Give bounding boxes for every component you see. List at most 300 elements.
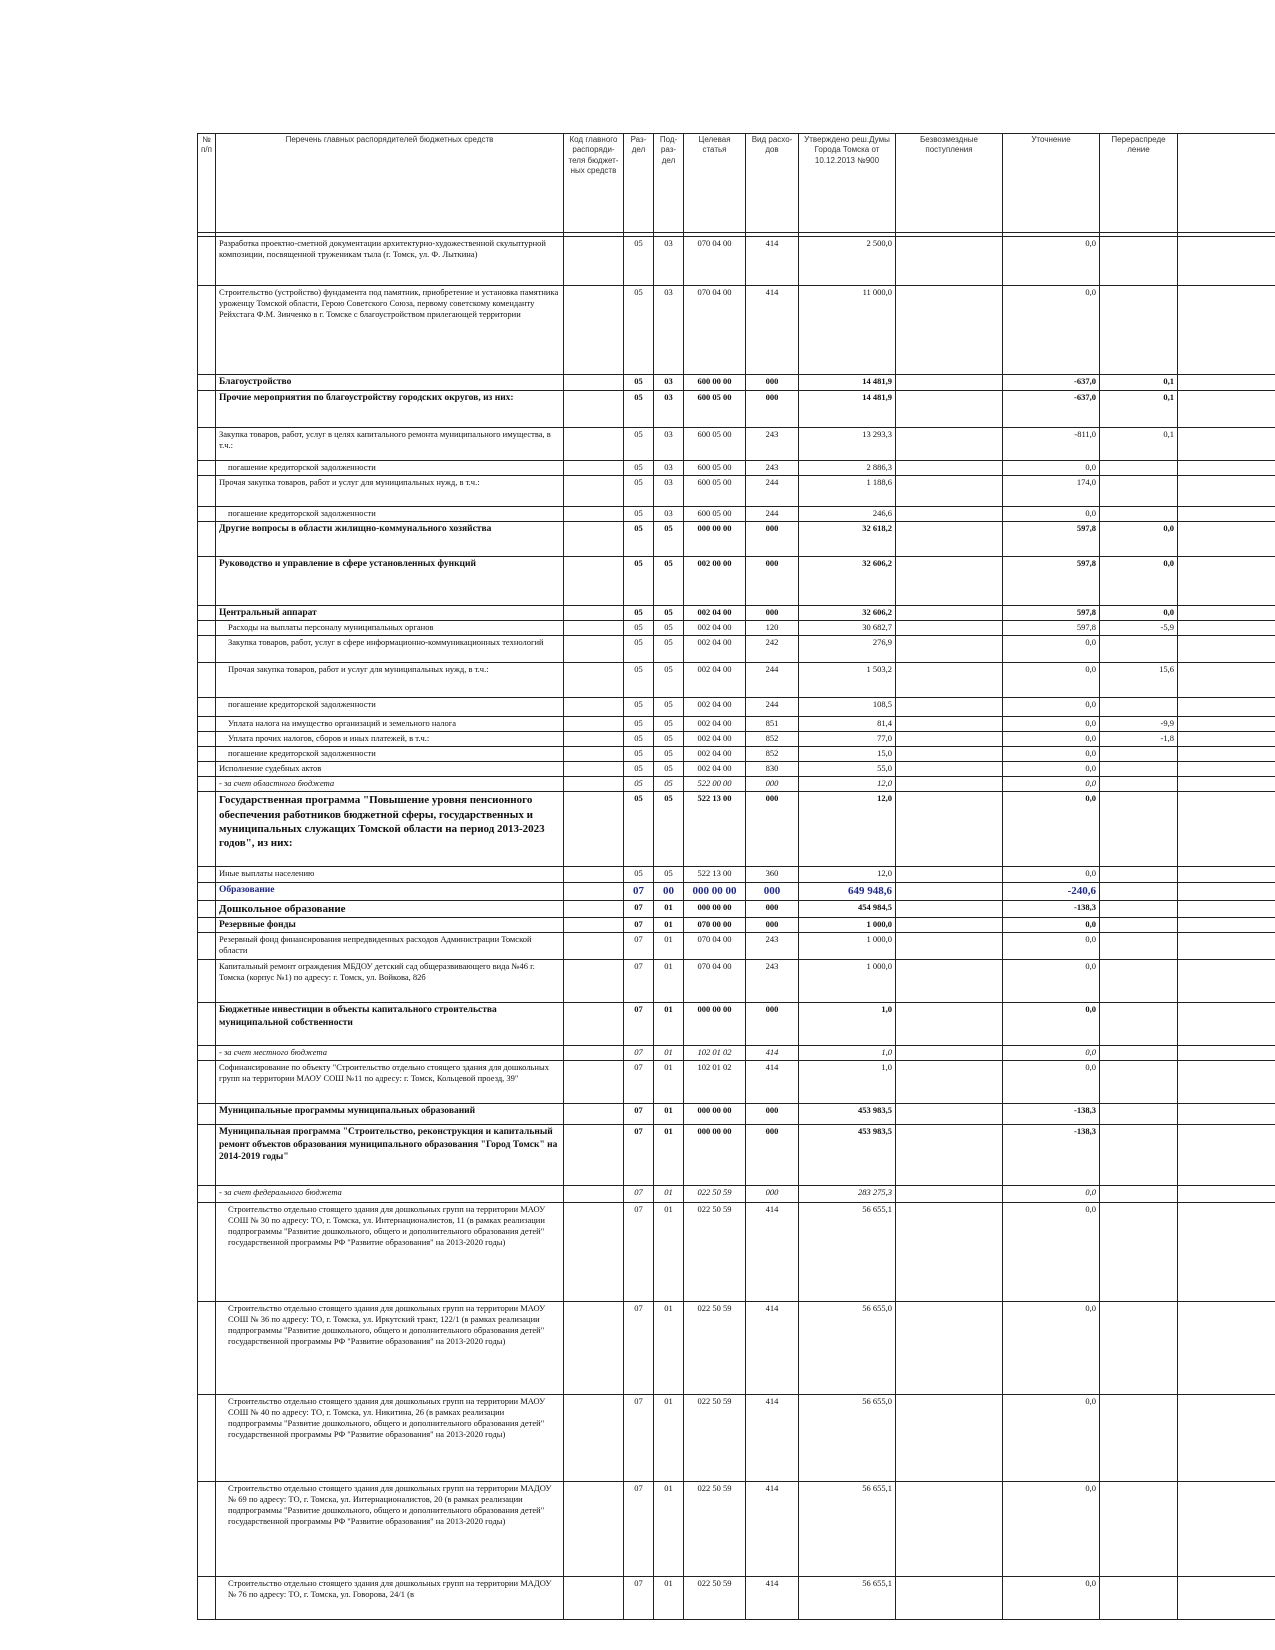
cell-name: Резервный фонд финансирования непредвиденных расходов Администрации Томской области [216, 933, 564, 960]
cell-no [198, 1395, 216, 1482]
cell-razd: 07 [624, 960, 654, 1003]
cell-razd: 05 [624, 507, 654, 522]
cell-utoch: 0,0 [1003, 461, 1100, 476]
cell-bez [896, 286, 1003, 375]
cell-razd: 07 [624, 1577, 654, 1620]
cell-perer: -1,8 [1100, 732, 1178, 747]
cell-perer [1100, 461, 1178, 476]
cell-no [198, 1104, 216, 1125]
table-row [198, 917, 1275, 932]
cell-utoch: 0,0 [1003, 762, 1100, 777]
table-row [198, 777, 1275, 792]
cell-bez [896, 391, 1003, 428]
header-row [198, 134, 1275, 233]
cell-podr: 01 [654, 1203, 684, 1302]
cell-podr: 05 [654, 792, 684, 867]
header-cell: Утверждено реш.Думы Города Томска от 10.12.2013 №900 [799, 134, 896, 233]
cell-bez [896, 636, 1003, 663]
cell-razd: 05 [624, 867, 654, 883]
cell-vr: 242 [746, 636, 799, 663]
table-row [198, 557, 1275, 606]
cell-utv: 32 618,2 [799, 522, 896, 557]
cell-razd: 05 [624, 663, 654, 698]
cell-vr: 000 [746, 606, 799, 621]
cell-razd: 07 [624, 1125, 654, 1186]
cell-podr: 03 [654, 428, 684, 461]
cell-no [198, 1302, 216, 1395]
cell-utoch: 0,0 [1003, 747, 1100, 762]
cell-no [198, 636, 216, 663]
cell-cs: 000 00 00 [684, 1125, 746, 1186]
cell-utoch: 0,0 [1003, 867, 1100, 883]
cell-perer: 0,1 [1100, 428, 1178, 461]
cell-razd: 07 [624, 900, 654, 917]
cell-utoch: 0,0 [1003, 1302, 1100, 1395]
cell-podr: 01 [654, 1577, 684, 1620]
table-row [198, 960, 1275, 1003]
cell-podr: 05 [654, 621, 684, 636]
header-cell: Перечень главных распорядителей бюджетных средств [216, 134, 564, 233]
cell-name: погашение кредиторской задолженности [216, 747, 564, 762]
cell-utv: 55,0 [799, 762, 896, 777]
cell-perer: -9,9 [1100, 717, 1178, 732]
header-cell: Уточнение [1003, 134, 1100, 233]
cell-code [564, 1125, 624, 1186]
cell-podr: 05 [654, 522, 684, 557]
cell-cs: 070 04 00 [684, 286, 746, 375]
cell-vr: 000 [746, 777, 799, 792]
cell-extra [1178, 375, 1275, 391]
cell-no [198, 507, 216, 522]
cell-name: Строительство отдельно стоящего здания для дошкольных групп на территории МАОУ СОШ № 30 по адресу: ТО, г. Томска, ул. Интернационалистов, 11 (в рамках реализации подпрограммы "Развитие дошкольного, общего и дополнительного образования детей" государственной программы РФ "Развитие образования" на 2013-2020 годы) [216, 1203, 564, 1302]
cell-utoch: 174,0 [1003, 476, 1100, 507]
header-cell: Безвозмездные поступления [896, 134, 1003, 233]
cell-cs: 002 04 00 [684, 732, 746, 747]
cell-extra [1178, 1046, 1275, 1061]
cell-no [198, 621, 216, 636]
cell-vr: 000 [746, 917, 799, 932]
cell-utoch: 0,0 [1003, 1577, 1100, 1620]
cell-name: погашение кредиторской задолженности [216, 507, 564, 522]
cell-utv: 14 481,9 [799, 375, 896, 391]
cell-perer [1100, 476, 1178, 507]
cell-perer [1100, 698, 1178, 717]
cell-utoch: 0,0 [1003, 698, 1100, 717]
cell-code [564, 237, 624, 286]
cell-razd: 05 [624, 777, 654, 792]
cell-perer: 0,1 [1100, 391, 1178, 428]
cell-perer [1100, 762, 1178, 777]
cell-podr: 05 [654, 762, 684, 777]
cell-perer [1100, 1003, 1178, 1046]
cell-name: Образование [216, 883, 564, 900]
cell-bez [896, 960, 1003, 1003]
cell-utv: 12,0 [799, 777, 896, 792]
cell-cs: 000 00 00 [684, 522, 746, 557]
table-row [198, 1395, 1275, 1482]
cell-extra [1178, 522, 1275, 557]
cell-no [198, 917, 216, 932]
cell-bez [896, 476, 1003, 507]
cell-perer [1100, 792, 1178, 867]
cell-code [564, 1203, 624, 1302]
table-row [198, 286, 1275, 375]
cell-code [564, 476, 624, 507]
cell-perer [1100, 777, 1178, 792]
cell-cs: 600 05 00 [684, 476, 746, 507]
cell-podr: 00 [654, 883, 684, 900]
cell-utoch: 0,0 [1003, 507, 1100, 522]
cell-razd: 05 [624, 747, 654, 762]
cell-vr: 000 [746, 557, 799, 606]
cell-extra [1178, 557, 1275, 606]
cell-no [198, 732, 216, 747]
cell-vr: 830 [746, 762, 799, 777]
cell-no [198, 792, 216, 867]
cell-razd: 07 [624, 1061, 654, 1104]
cell-bez [896, 663, 1003, 698]
cell-razd: 07 [624, 1046, 654, 1061]
cell-cs: 600 05 00 [684, 428, 746, 461]
cell-bez [896, 507, 1003, 522]
cell-vr: 414 [746, 1482, 799, 1577]
cell-podr: 05 [654, 867, 684, 883]
cell-podr: 03 [654, 476, 684, 507]
cell-razd: 07 [624, 1395, 654, 1482]
cell-utoch: 0,0 [1003, 1061, 1100, 1104]
cell-bez [896, 1003, 1003, 1046]
cell-razd: 07 [624, 1186, 654, 1203]
cell-razd: 07 [624, 917, 654, 932]
cell-utv: 56 655,1 [799, 1482, 896, 1577]
cell-bez [896, 1482, 1003, 1577]
cell-cs: 002 04 00 [684, 621, 746, 636]
cell-bez [896, 883, 1003, 900]
cell-utoch: 0,0 [1003, 717, 1100, 732]
cell-razd: 05 [624, 636, 654, 663]
cell-name: Строительство отдельно стоящего здания для дошкольных групп на территории МАДОУ № 76 по адресу: ТО, г. Томска, ул. Говорова, 24/1 (в [216, 1577, 564, 1620]
cell-razd: 07 [624, 883, 654, 900]
cell-name: - за счет федерального бюджета [216, 1186, 564, 1203]
budget-table [197, 133, 1275, 1620]
cell-extra [1178, 867, 1275, 883]
cell-cs: 022 50 59 [684, 1203, 746, 1302]
cell-extra [1178, 1577, 1275, 1620]
cell-podr: 03 [654, 375, 684, 391]
cell-razd: 05 [624, 375, 654, 391]
cell-no [198, 391, 216, 428]
table-row [198, 747, 1275, 762]
cell-no [198, 900, 216, 917]
cell-utoch: 0,0 [1003, 777, 1100, 792]
cell-bez [896, 917, 1003, 932]
cell-podr: 05 [654, 732, 684, 747]
cell-razd: 07 [624, 1203, 654, 1302]
cell-vr: 120 [746, 621, 799, 636]
cell-cs: 002 04 00 [684, 606, 746, 621]
cell-bez [896, 1061, 1003, 1104]
table-row [198, 621, 1275, 636]
cell-code [564, 933, 624, 960]
cell-vr: 414 [746, 1395, 799, 1482]
cell-bez [896, 557, 1003, 606]
cell-name: Закупка товаров, работ, услуг в целях капитального ремонта муниципального имущества, в т.ч.: [216, 428, 564, 461]
cell-vr: 244 [746, 476, 799, 507]
cell-code [564, 1577, 624, 1620]
cell-extra [1178, 1061, 1275, 1104]
cell-podr: 05 [654, 606, 684, 621]
cell-razd: 07 [624, 1104, 654, 1125]
cell-perer [1100, 1482, 1178, 1577]
cell-perer [1100, 1395, 1178, 1482]
cell-bez [896, 933, 1003, 960]
cell-utv: 1,0 [799, 1003, 896, 1046]
cell-cs: 000 00 00 [684, 1003, 746, 1046]
cell-name: Строительство (устройство) фундамента под памятник, приобретение и установка памятника уроженцу Томской области, Герою Советского Союза, первому советскому коменданту Рейхстага Ф.М. Зинченко в г. Томске с благоустройством прилегающей территории [216, 286, 564, 375]
cell-cs: 600 00 00 [684, 375, 746, 391]
cell-no [198, 867, 216, 883]
cell-cs: 002 04 00 [684, 698, 746, 717]
cell-utv: 1,0 [799, 1046, 896, 1061]
cell-code [564, 375, 624, 391]
cell-extra [1178, 286, 1275, 375]
cell-cs: 000 00 00 [684, 883, 746, 900]
table-row [198, 391, 1275, 428]
cell-razd: 05 [624, 476, 654, 507]
cell-razd: 05 [624, 286, 654, 375]
cell-code [564, 1061, 624, 1104]
cell-podr: 05 [654, 747, 684, 762]
cell-extra [1178, 1125, 1275, 1186]
table-row [198, 1061, 1275, 1104]
cell-vr: 000 [746, 900, 799, 917]
cell-vr: 852 [746, 747, 799, 762]
cell-utoch: -240,6 [1003, 883, 1100, 900]
cell-name: Разработка проектно-сметной документации архитектурно-художественной скульптурной композиции, посвященной труженикам тыла (г. Томск, ул. Ф. Лыткина) [216, 237, 564, 286]
cell-bez [896, 698, 1003, 717]
cell-name: - за счет областного бюджета [216, 777, 564, 792]
table-row [198, 1302, 1275, 1395]
cell-extra [1178, 717, 1275, 732]
cell-utoch: 0,0 [1003, 237, 1100, 286]
cell-podr: 01 [654, 933, 684, 960]
cell-extra [1178, 476, 1275, 507]
cell-perer [1100, 286, 1178, 375]
header-cell: № п/п [198, 134, 216, 233]
cell-podr: 03 [654, 391, 684, 428]
cell-extra [1178, 237, 1275, 286]
cell-name: Прочая закупка товаров, работ и услуг для муниципальных нужд, в т.ч.: [216, 663, 564, 698]
cell-cs: 022 50 59 [684, 1186, 746, 1203]
table-row [198, 1104, 1275, 1125]
cell-no [198, 747, 216, 762]
cell-razd: 05 [624, 237, 654, 286]
cell-code [564, 1302, 624, 1395]
table-row [198, 1125, 1275, 1186]
cell-no [198, 1203, 216, 1302]
cell-vr: 000 [746, 522, 799, 557]
header-cell: Целевая статья [684, 134, 746, 233]
table-row [198, 522, 1275, 557]
cell-no [198, 1125, 216, 1186]
cell-vr: 000 [746, 375, 799, 391]
table-row [198, 375, 1275, 391]
cell-podr: 01 [654, 1395, 684, 1482]
cell-no [198, 428, 216, 461]
cell-vr: 414 [746, 286, 799, 375]
cell-vr: 000 [746, 1125, 799, 1186]
cell-utv: 15,0 [799, 747, 896, 762]
cell-extra [1178, 1482, 1275, 1577]
cell-podr: 01 [654, 1061, 684, 1104]
table-row [198, 900, 1275, 917]
cell-code [564, 732, 624, 747]
cell-utoch: -811,0 [1003, 428, 1100, 461]
cell-code [564, 1003, 624, 1046]
cell-no [198, 237, 216, 286]
cell-code [564, 621, 624, 636]
cell-vr: 244 [746, 698, 799, 717]
cell-extra [1178, 1003, 1275, 1046]
cell-bez [896, 461, 1003, 476]
cell-code [564, 1046, 624, 1061]
cell-name: Центральный аппарат [216, 606, 564, 621]
cell-name: Уплата налога на имущество организаций и земельного налога [216, 717, 564, 732]
cell-no [198, 286, 216, 375]
cell-perer [1100, 636, 1178, 663]
cell-perer: 0,1 [1100, 375, 1178, 391]
cell-cs: 022 50 59 [684, 1302, 746, 1395]
cell-name: погашение кредиторской задолженности [216, 698, 564, 717]
cell-bez [896, 522, 1003, 557]
cell-vr: 243 [746, 461, 799, 476]
cell-podr: 01 [654, 1003, 684, 1046]
cell-perer: -5,9 [1100, 621, 1178, 636]
table-row [198, 1482, 1275, 1577]
cell-cs: 022 50 59 [684, 1395, 746, 1482]
cell-razd: 05 [624, 732, 654, 747]
cell-bez [896, 867, 1003, 883]
cell-razd: 05 [624, 762, 654, 777]
cell-razd: 07 [624, 1302, 654, 1395]
cell-no [198, 1061, 216, 1104]
header-cell: Раз-дел [624, 134, 654, 233]
cell-perer [1100, 1104, 1178, 1125]
cell-perer [1100, 933, 1178, 960]
cell-podr: 01 [654, 1125, 684, 1186]
cell-razd: 05 [624, 461, 654, 476]
cell-name: Строительство отдельно стоящего здания для дошкольных групп на территории МАОУ СОШ № 40 по адресу: ТО, г. Томска, ул. Никитина, 26 (в рамках реализации подпрограммы "Развитие дошкольного, общего и дополнительного образования детей" государственной программы РФ "Развитие образования" на 2013-2020 годы) [216, 1395, 564, 1482]
cell-no [198, 375, 216, 391]
cell-cs: 022 50 59 [684, 1577, 746, 1620]
cell-utoch: 0,0 [1003, 1395, 1100, 1482]
cell-utv: 1 000,0 [799, 960, 896, 1003]
cell-no [198, 1003, 216, 1046]
cell-perer [1100, 1046, 1178, 1061]
cell-name: Строительство отдельно стоящего здания для дошкольных групп на территории МАОУ СОШ № 36 по адресу: ТО, г. Томска, ул. Иркутский тракт, 122/1 (в рамках реализации подпрограммы "Развитие дошкольного, общего и дополнительного образования детей" государственной программы РФ "Развитие образования" на 2013-2020 годы) [216, 1302, 564, 1395]
cell-utoch: 0,0 [1003, 1186, 1100, 1203]
cell-utoch: 0,0 [1003, 1003, 1100, 1046]
cell-bez [896, 375, 1003, 391]
cell-extra [1178, 933, 1275, 960]
cell-code [564, 698, 624, 717]
cell-extra [1178, 606, 1275, 621]
cell-utoch: 0,0 [1003, 792, 1100, 867]
header-cell: Вид расхо-дов [746, 134, 799, 233]
cell-name: Расходы на выплаты персоналу муниципальных органов [216, 621, 564, 636]
cell-cs: 002 04 00 [684, 636, 746, 663]
cell-utv: 453 983,5 [799, 1104, 896, 1125]
cell-vr: 852 [746, 732, 799, 747]
cell-utoch: 0,0 [1003, 933, 1100, 960]
cell-cs: 522 13 00 [684, 867, 746, 883]
cell-podr: 05 [654, 636, 684, 663]
header-cell-extra [1178, 134, 1275, 233]
table-row [198, 237, 1275, 286]
cell-extra [1178, 391, 1275, 428]
cell-utv: 1 000,0 [799, 933, 896, 960]
cell-bez [896, 621, 1003, 636]
table-row [198, 1203, 1275, 1302]
cell-code [564, 391, 624, 428]
cell-utv: 453 983,5 [799, 1125, 896, 1186]
cell-utv: 32 606,2 [799, 557, 896, 606]
cell-podr: 01 [654, 960, 684, 1003]
cell-utoch: 0,0 [1003, 1482, 1100, 1577]
cell-podr: 01 [654, 1186, 684, 1203]
cell-code [564, 663, 624, 698]
cell-utv: 454 984,5 [799, 900, 896, 917]
cell-bez [896, 1125, 1003, 1186]
table-row [198, 933, 1275, 960]
cell-code [564, 960, 624, 1003]
cell-no [198, 1046, 216, 1061]
cell-bez [896, 732, 1003, 747]
cell-perer [1100, 1302, 1178, 1395]
cell-cs: 522 13 00 [684, 792, 746, 867]
cell-utoch: 597,8 [1003, 522, 1100, 557]
cell-no [198, 1186, 216, 1203]
cell-vr: 000 [746, 1003, 799, 1046]
cell-vr: 243 [746, 428, 799, 461]
cell-extra [1178, 960, 1275, 1003]
table-row [198, 717, 1275, 732]
cell-cs: 002 00 00 [684, 557, 746, 606]
cell-extra [1178, 917, 1275, 932]
cell-utoch: -637,0 [1003, 391, 1100, 428]
header-cell: Код главного распоряди-теля бюджет-ных средств [564, 134, 624, 233]
cell-vr: 414 [746, 1061, 799, 1104]
cell-vr: 360 [746, 867, 799, 883]
cell-extra [1178, 900, 1275, 917]
cell-no [198, 663, 216, 698]
cell-podr: 01 [654, 900, 684, 917]
cell-utoch: 597,8 [1003, 621, 1100, 636]
cell-utoch: 0,0 [1003, 636, 1100, 663]
cell-perer [1100, 900, 1178, 917]
cell-cs: 000 00 00 [684, 1104, 746, 1125]
cell-podr: 05 [654, 698, 684, 717]
cell-utv: 11 000,0 [799, 286, 896, 375]
cell-extra [1178, 792, 1275, 867]
cell-razd: 05 [624, 557, 654, 606]
cell-utoch: 0,0 [1003, 1203, 1100, 1302]
cell-extra [1178, 636, 1275, 663]
cell-perer [1100, 507, 1178, 522]
cell-cs: 070 04 00 [684, 933, 746, 960]
cell-perer [1100, 1061, 1178, 1104]
cell-extra [1178, 1302, 1275, 1395]
